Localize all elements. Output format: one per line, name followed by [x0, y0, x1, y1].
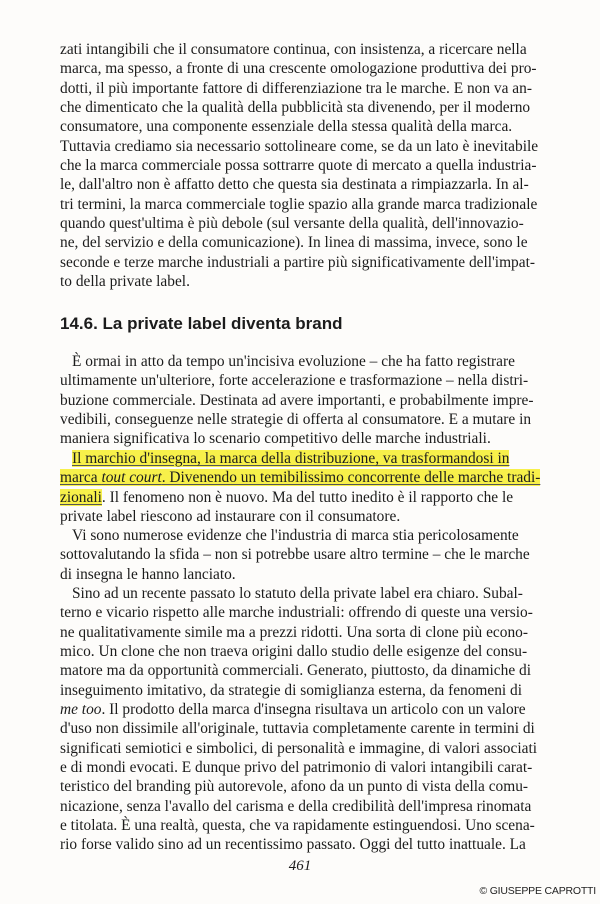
text-line: significati semiotici e simbolici, di personalità e immagine, di valori associati [60, 739, 537, 757]
text-line: ultimamente un'ulteriore, forte accelerazione e trasformazione – nella distri- [60, 372, 529, 390]
text-line [60, 700, 560, 719]
text-line: matore ma da opportunità commerciali. Generato, piuttosto, da dinamiche di [60, 662, 531, 680]
text-line: È ormai in atto da tempo un'incisiva evoluzione – che ha fatto registrare [72, 353, 515, 370]
text-line: vedibili, conseguenze nelle strategie di offerta al consumatore. E a mutare in [60, 411, 532, 429]
text-line: Tuttavia crediamo sia necessario sottolineare come, se da un lato è inevitabile [60, 137, 539, 155]
text-line [60, 449, 560, 468]
text-line: di insegna le hanno lanciato. [60, 565, 236, 583]
text-line: dotti, il più importante fattore di differenziazione tra le marche. E non va an- [60, 79, 532, 97]
text-line: maniera significativa lo scenario competitivo delle marche industriali. [60, 430, 491, 448]
text-line: consumatore, una componente essenziale della stessa qualità della marca. [60, 118, 513, 136]
paragraph-5 [60, 584, 560, 855]
text-line: rio forse valido sino ad un recentissimo passato. Oggi del tutto inattuale. La [60, 836, 526, 854]
highlighted-text: zionali [60, 488, 102, 506]
text-fragment: . Il fenomeno non è nuovo. Ma del tutto inedito è il rapporto che le [101, 488, 514, 506]
text-line: to della private label. [60, 273, 190, 291]
highlighted-text [60, 469, 540, 486]
text-line: teristico del branding più autorevole, afono da un punto di vista della comu- [60, 778, 529, 796]
text-line: che la marca commerciale possa sottrarre quote di mercato a quella industria- [60, 157, 537, 175]
text-line: e di mondi evocati. E dunque privo del patrimonio di valori intangibili carat- [60, 759, 533, 777]
paragraph-2 [60, 352, 560, 449]
paragraph-3 [60, 449, 560, 526]
page-number: 461 [288, 858, 312, 874]
text-line: che dimenticato che la qualità della pubblicità sta divenendo, per il moderno [60, 99, 531, 117]
text-line: Vi sono numerose evidenze che l'industria di marca stia pericolosamente [72, 527, 519, 544]
text-line: ne qualitativamente simile ma a prezzi ridotti. Una sorta di clone più econo- [60, 623, 528, 641]
italic-text: tout court [101, 469, 162, 487]
text-line: seconde e terze marche industriali a partire più significativamente dell'impat- [60, 253, 535, 271]
text-line: d'uso non dissimile all'originale, tuttavia completamente carente in termini di [60, 720, 535, 738]
text-line: e titolata. È una realtà, questa, che va rapidamente estinguendosi. Uno scena- [60, 817, 535, 835]
text-fragment: . Divenendo un temibilissimo concorrente delle marche tradi- [161, 469, 541, 487]
paragraph-1 [60, 40, 560, 291]
highlighted-text: Il marchio d'insegna, la marca della distribuzione, va trasformandosi in [72, 450, 510, 467]
text-line: quando quest'ultima è più debole (sul versante della qualità, dell'innovazio- [60, 215, 524, 233]
text-line: ne, del servizio e della comunicazione). In linea di massima, invece, sono le [60, 234, 528, 252]
text-line: marca, ma spesso, a fronte di una crescente omologazione produttiva dei pro- [60, 60, 537, 78]
text-line [60, 468, 560, 487]
text-line: Sino ad un recente passato lo statuto della private label era chiaro. Subal- [72, 585, 523, 602]
text-line [60, 488, 560, 507]
text-line: mico. Un clone che non traeva origini dallo studio delle esigenze del consu- [60, 643, 528, 661]
text-line: inseguimento imitativo, da strategie di somiglianza esterna, da fenomeni di [60, 681, 523, 699]
text-line: zati intangibili che il consumatore continua, con insistenza, a ricercare nella [60, 41, 527, 58]
text-line: buzione commerciale. Destinata ad avere importanti, e probabilmente impre- [60, 391, 534, 409]
section-heading: 14.6. La private label diventa brand [60, 314, 343, 333]
paragraph-4 [60, 526, 560, 584]
text-line: tri termini, la marca commerciale toglie spazio alla grande marca tradizionale [60, 195, 538, 213]
text-line: private label riescono ad instaurare con il consumatore. [60, 508, 401, 526]
copyright-watermark: © GIUSEPPE CAPROTTI [479, 885, 596, 897]
text-fragment: marca [60, 469, 102, 487]
text-line: terno e vicario rispetto alle marche industriali: offrendo di queste una versio- [60, 604, 533, 622]
italic-text: me too [60, 701, 102, 719]
text-line: nicazione, senza l'avallo del carisma e della credibilità dell'impresa rinomata [60, 797, 532, 815]
text-line: sottovalutando la sfida – non si potrebbe usare altro termine – che le marche [60, 546, 530, 564]
text-line: le, dall'altro non è affatto detto che questa sia destinata a rimpiazzarla. In al- [60, 176, 529, 194]
text-fragment: . Il prodotto della marca d'insegna risultava un articolo con un valore [101, 701, 526, 719]
